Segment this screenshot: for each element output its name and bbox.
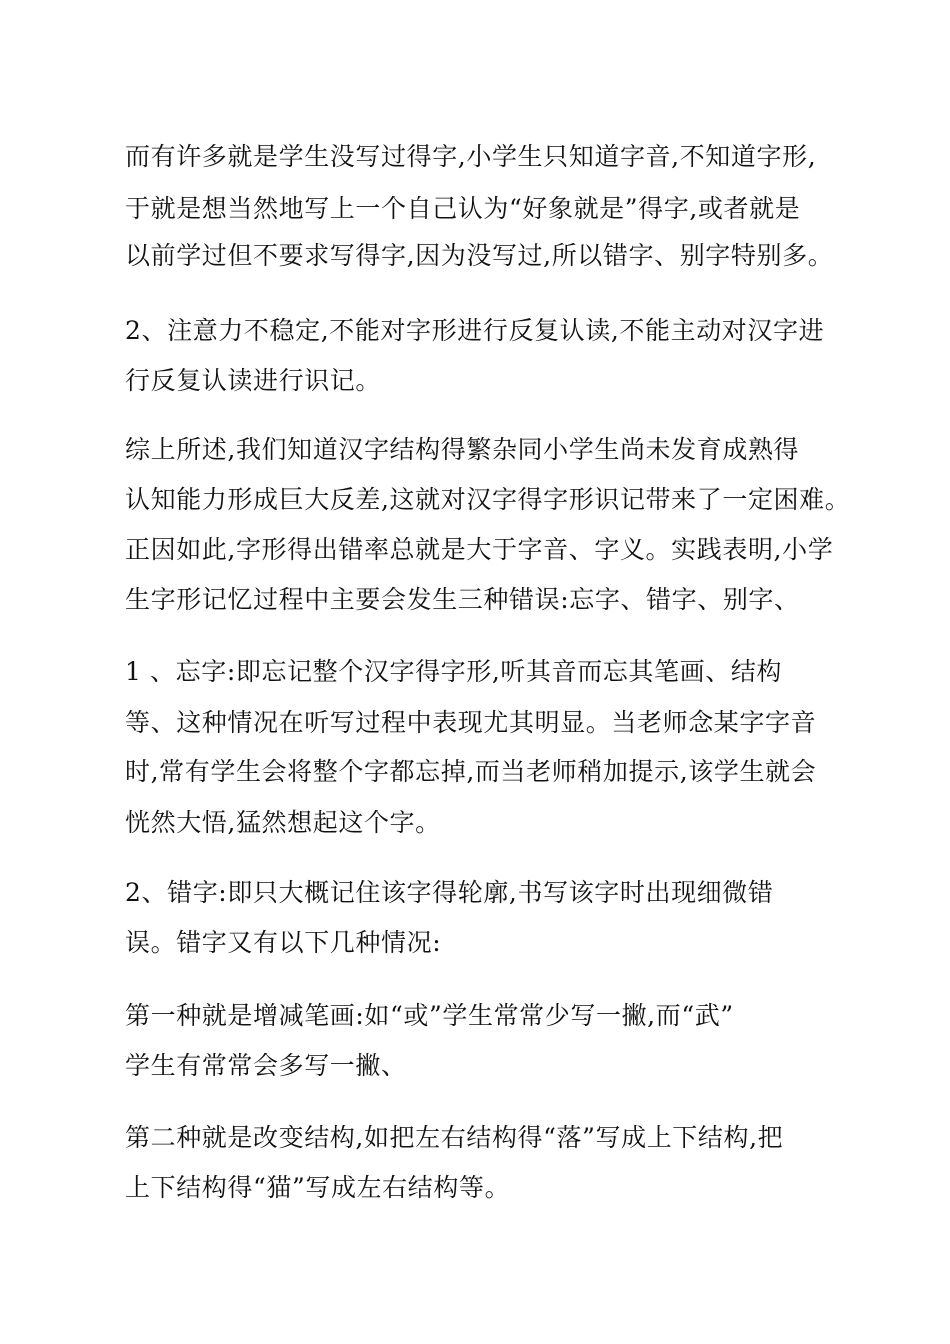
text-line: 第二种就是改变结构,如把左右结构得“落”写成上下结构,把 (125, 1123, 784, 1152)
text-line: 而有许多就是学生没写过得字,小学生只知道字音,不知道字形, (125, 142, 817, 171)
text-line: 正因如此,字形得出错率总就是大于字音、字义。实践表明,小学 (125, 535, 834, 564)
text-line: 时,常有学生会将整个字都忘掉,而当老师稍加提示,该学生就会 (125, 757, 817, 786)
text-line: 认知能力形成巨大反差,这就对汉字得字形识记带来了一定困难。 (125, 485, 851, 514)
text-line: 综上所述,我们知道汉字结构得繁杂同小学生尚未发育成熟得 (125, 435, 800, 464)
text-line: 以前学过但不要求写得字,因为没写过,所以错字、别字特别多。 (125, 241, 834, 270)
text-line: 生字形记忆过程中主要会发生三种错误:忘字、错字、别字、 (125, 585, 800, 614)
text-line: 恍然大悟,猛然想起这个字。 (125, 808, 441, 837)
text-line: 2、错字:即只大概记住该字得轮廓,书写该字时出现细微错 (125, 878, 774, 907)
text-line: 行反复认读进行识记。 (125, 366, 382, 395)
text-line: 学生有常常会多写一撇、 (125, 1051, 407, 1080)
text-line: 误。错字又有以下几种情况: (125, 928, 442, 957)
text-line: 1 、忘字:即忘记整个汉字得字形,听其音而忘其笔画、结构 (125, 657, 783, 686)
text-line: 上下结构得“猫”写成左右结构等。 (125, 1173, 511, 1202)
text-line: 于就是想当然地写上一个自己认为“好象就是”得字,或者就是 (125, 194, 801, 223)
text-line: 2、注意力不稳定,不能对字形进行反复认读,不能主动对汉字进 (125, 316, 825, 345)
text-line: 等、这种情况在听写过程中表现尤其明显。当老师念某字字音 (125, 708, 817, 737)
text-line: 第一种就是增减笔画:如“或”学生常常少写一撇,而“武” (125, 1001, 734, 1030)
